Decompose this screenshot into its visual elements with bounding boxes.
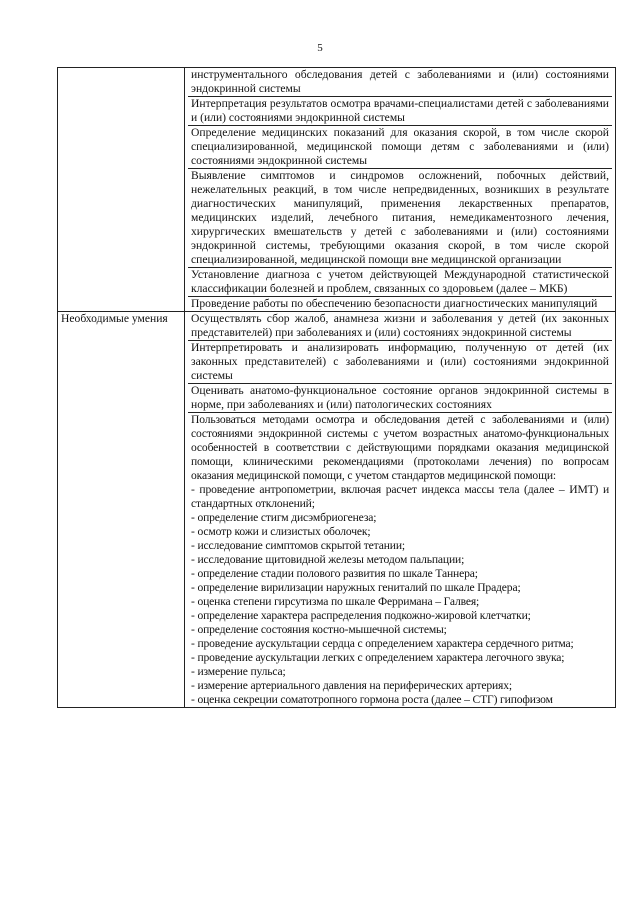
method-list-item: - исследование симптомов скрытой тетании; <box>191 539 405 552</box>
list-item: Интерпретация результатов осмотра врачами-специалистами детей с заболеваниями и (или) состояниями эндокринной системы <box>188 97 612 126</box>
methods-intro: Пользоваться методами осмотра и обследования детей с заболеваниями и (или) состояниями эндокринной системы с учетом возрастных анатомо-функциональных особенностей в соответствии с действующими порядками оказания медицинской помощи, клиническими рекомендациями (протоколами лечения) по вопросам оказания медицинской помощи, с учетом стандартов медицинской помощи: <box>191 413 609 482</box>
method-list-item: - измерение пульса; <box>191 665 286 678</box>
list-item: Выявление симптомов и синдромов осложнений, побочных действий, нежелательных реакций, в том числе непредвиденных, возникших в результате диагностических манипуляций, применения лекарственных препаратов, медицинских изделий, лечебного питания, немедикаментозного лечения, хирургических вмешательств у детей с заболеваниями и (или) состояниями эндокринной системы, требующими оказания скорой, в том числе скорой специализированной, медицинской помощи вне медицинской организации <box>188 169 612 268</box>
competency-table <box>57 67 616 708</box>
method-list-item: - определение характера распределения подкожно-жировой клетчатки; <box>191 609 531 622</box>
list-item: Осуществлять сбор жалоб, анамнеза жизни и заболевания у детей (их законных представителей) при заболеваниях и (или) состояниях эндокринной системы <box>188 312 612 341</box>
table-row <box>58 312 616 708</box>
list-item: Оценивать анатомо-функциональное состояние органов эндокринной системы в норме, при заболеваниях и (или) патологических состояниях <box>188 384 612 413</box>
list-item: Проведение работы по обеспечению безопасности диагностических манипуляций <box>191 297 598 310</box>
list-item: инструментального обследования детей с заболеваниями и (или) состояниями эндокринной системы <box>188 68 612 97</box>
method-list-item: - оценка секреции соматотропного гормона роста (далее – СТГ) гипофизом <box>191 693 553 706</box>
method-list-item: - определение состояния костно-мышечной системы; <box>191 623 447 636</box>
method-list-item: - определение вирилизации наружных гениталий по шкале Прадера; <box>191 581 521 594</box>
table-row <box>58 68 616 312</box>
empty-label-cell <box>58 68 185 312</box>
method-list-item: - проведение антропометрии, включая расчет индекса массы тела (далее – ИМТ) и стандартных отклонений; <box>191 483 609 510</box>
skills-cell <box>185 312 616 708</box>
method-list-item: - определение стадии полового развития по шкале Таннера; <box>191 567 478 580</box>
page-number: 5 <box>317 42 323 54</box>
list-item: Определение медицинских показаний для оказания скорой, в том числе скорой специализированной, медицинской помощи детям с заболеваниями и (или) состояниями эндокринной системы <box>188 126 612 169</box>
list-item: Интерпретировать и анализировать информацию, полученную от детей (их законных представителей) с заболеваниями и (или) состояниями эндокринной системы <box>188 341 612 384</box>
method-list-item: - измерение артериального давления на периферических артериях; <box>191 679 512 692</box>
method-list-item: - проведение аускультации легких с определением характера легочного звука; <box>191 651 565 664</box>
method-list-item: - определение стигм дисэмбриогенеза; <box>191 511 377 524</box>
method-list-item: - осмотр кожи и слизистых оболочек; <box>191 525 371 538</box>
method-list-item: - исследование щитовидной железы методом пальпации; <box>191 553 465 566</box>
row-label: Необходимые умения <box>58 312 185 708</box>
method-list-item: - оценка степени гирсутизма по шкале Ферримана – Галвея; <box>191 595 480 608</box>
list-item: Установление диагноза с учетом действующей Международной статистической классификации болезней и проблем, связанных со здоровьем (далее – МКБ) <box>188 268 612 297</box>
labor-actions-cell <box>185 68 616 312</box>
method-list-item: - проведение аускультации сердца с определением характера сердечного ритма; <box>191 637 574 650</box>
methods-item <box>188 413 612 707</box>
